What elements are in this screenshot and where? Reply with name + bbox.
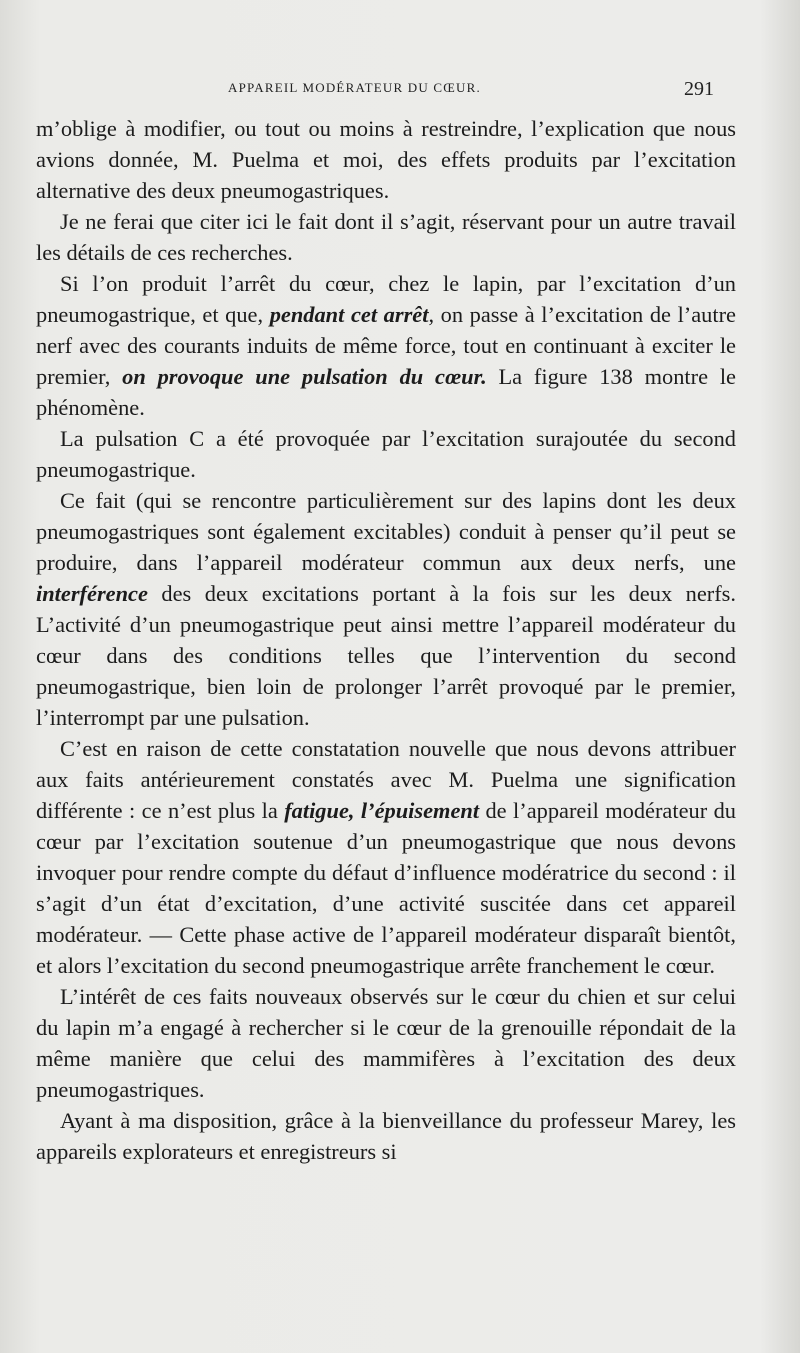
text-segment: C’est en raison de cette constatation nouvelle que nous devons attribuer aux faits antérieurement constatés avec M. Puelma une signification différente : ce n’est plus la: [36, 736, 736, 823]
page-number: 291: [684, 78, 714, 100]
text-segment: La pulsation C a été provoquée par l’excitation surajoutée du second pneumogastrique.: [36, 426, 736, 482]
text-segment: Ce fait (qui se rencontre particulièrement sur des lapins dont les deux pneumogastriques sont également excitables) conduit à penser qu’il peut se produire, dans l’appareil modérateur commun aux deux nerfs, une: [36, 488, 736, 575]
italic-segment: fatigue, l’épuisement: [284, 798, 480, 823]
italic-segment: interférence: [36, 581, 148, 606]
paragraph: [36, 485, 736, 733]
italic-segment: on provoque une pulsation du cœur.: [122, 364, 487, 389]
text-segment: Je ne ferai que citer ici le fait dont il s’agit, réservant pour un autre travail les détails de ces recherches.: [36, 209, 736, 265]
text-segment: Ayant à ma disposition, grâce à la bienveillance du professeur Marey, les appareils explorateurs et enregistreurs si: [36, 1108, 736, 1164]
body-text: [36, 113, 736, 1167]
paragraph: [36, 1105, 736, 1167]
text-segment: , on passe à l’excitation de l’autre nerf avec des courants induits de même force, tout en continuant à exciter le premier,: [36, 302, 736, 389]
text-segment: de l’appareil modérateur du cœur par l’excitation soutenue d’un pneumogastrique que nous devons invoquer pour rendre compte du défaut d’influence modératrice du second : il s’agit d’un état d’excitation, d’une activité suscitée dans cet appareil modérateur. — Cette phase active de l’appareil modérateur disparaît bientôt, et alors l’excitation du second pneumogastrique arrête franchement le cœur.: [36, 798, 736, 978]
paragraph: [36, 733, 736, 981]
italic-segment: pendant cet arrêt: [269, 302, 429, 327]
text-segment: des deux excitations portant à la fois sur les deux nerfs. L’activité d’un pneumogastrique peut ainsi mettre l’appareil modérateur du cœur dans des conditions telles que l’intervention du second pneumogastrique, bien loin de prolonger l’arrêt provoqué par le premier, l’interrompt par une pulsation.: [36, 581, 736, 730]
text-segment: m’oblige à modifier, ou tout ou moins à restreindre, l’explication que nous avions donnée, M. Puelma et moi, des effets produits par l’excitation alternative des deux pneumogastriques.: [36, 116, 736, 203]
paragraph: [36, 981, 736, 1105]
text-segment: L’intérêt de ces faits nouveaux observés sur le cœur du chien et sur celui du lapin m’a engagé à rechercher si le cœur de la grenouille répondait de la même manière que celui des mammifères à l’excitation des deux pneumogastriques.: [36, 984, 736, 1102]
paragraph: [36, 206, 736, 268]
paragraph: [36, 268, 736, 423]
paragraph: [36, 423, 736, 485]
text-segment: Si l’on produit l’arrêt du cœur, chez le lapin, par l’excitation d’un pneumogastrique, et que,: [36, 271, 736, 327]
text-segment: La figure 138 montre le phénomène.: [36, 364, 736, 420]
running-head: [0, 78, 800, 102]
running-title: APPAREIL MODÉRATEUR DU CŒUR.: [228, 80, 481, 95]
paragraph: [36, 113, 736, 206]
